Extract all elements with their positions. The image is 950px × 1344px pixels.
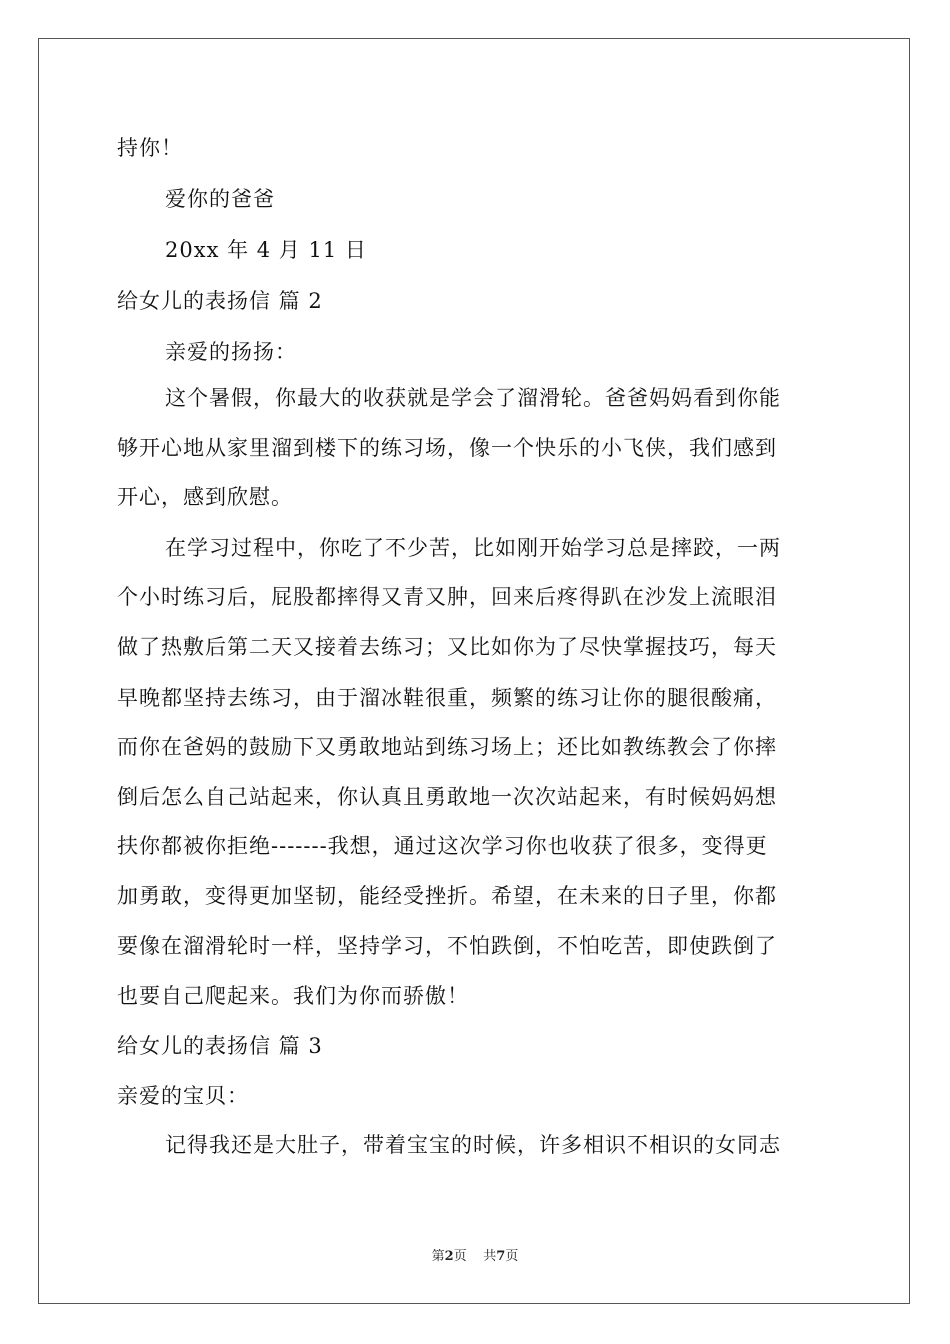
text-line: 要像在溜滑轮时一样，坚持学习，不怕跌倒，不怕吃苦，即使跌倒了 <box>117 934 777 958</box>
text-line: 这个暑假，你最大的收获就是学会了溜滑轮。爸爸妈妈看到你能 <box>165 386 781 410</box>
text-line: 做了热敷后第二天又接着去练习；又比如你为了尽快掌握技巧，每天 <box>117 635 777 659</box>
text-line: 记得我还是大肚子，带着宝宝的时候，许多相识不相识的女同志 <box>165 1133 781 1157</box>
text-line: 也要自己爬起来。我们为你而骄傲！ <box>117 984 469 1008</box>
text-line: 个小时练习后，屁股都摔得又青又肿，回来后疼得趴在沙发上流眼泪 <box>117 585 777 609</box>
page-border <box>38 38 910 1304</box>
text-line: 加勇敢，变得更加坚韧，能经受挫折。希望，在未来的日子里，你都 <box>117 884 777 908</box>
text-line: 而你在爸妈的鼓励下又勇敢地站到练习场上；还比如教练教会了你摔 <box>117 735 777 759</box>
salutation: 亲爱的扬扬： <box>165 340 297 364</box>
page-prefix: 第 <box>431 1249 445 1264</box>
page-suffix: 页 <box>453 1249 467 1264</box>
total-prefix: 共 <box>483 1249 497 1264</box>
date-line: 20xx 年 4 月 11 日 <box>165 238 367 262</box>
total-suffix: 页 <box>505 1249 519 1264</box>
text-line: 倒后怎么自己站起来，你认真且勇敢地一次次站起来，有时候妈妈想 <box>117 785 777 809</box>
signature-line: 爱你的爸爸 <box>165 187 275 211</box>
text-line: 开心，感到欣慰。 <box>117 485 293 509</box>
text-line: 持你！ <box>117 136 183 160</box>
text-line: 早晚都坚持去练习，由于溜冰鞋很重，频繁的练习让你的腿很酸痛， <box>117 686 777 710</box>
page-number: 2 <box>444 1249 454 1264</box>
text-line: 在学习过程中，你吃了不少苦，比如刚开始学习总是摔跤，一两 <box>165 536 781 560</box>
text-line: 扶你都被你拒绝-------我想，通过这次学习你也收获了很多，变得更 <box>117 834 768 858</box>
section-heading: 给女儿的表扬信 篇 3 <box>117 1034 323 1058</box>
total-pages: 7 <box>496 1249 506 1264</box>
text-line: 够开心地从家里溜到楼下的练习场，像一个快乐的小飞侠，我们感到 <box>117 436 777 460</box>
page-footer <box>0 1245 950 1264</box>
salutation: 亲爱的宝贝： <box>117 1084 249 1108</box>
section-heading: 给女儿的表扬信 篇 2 <box>117 289 323 313</box>
